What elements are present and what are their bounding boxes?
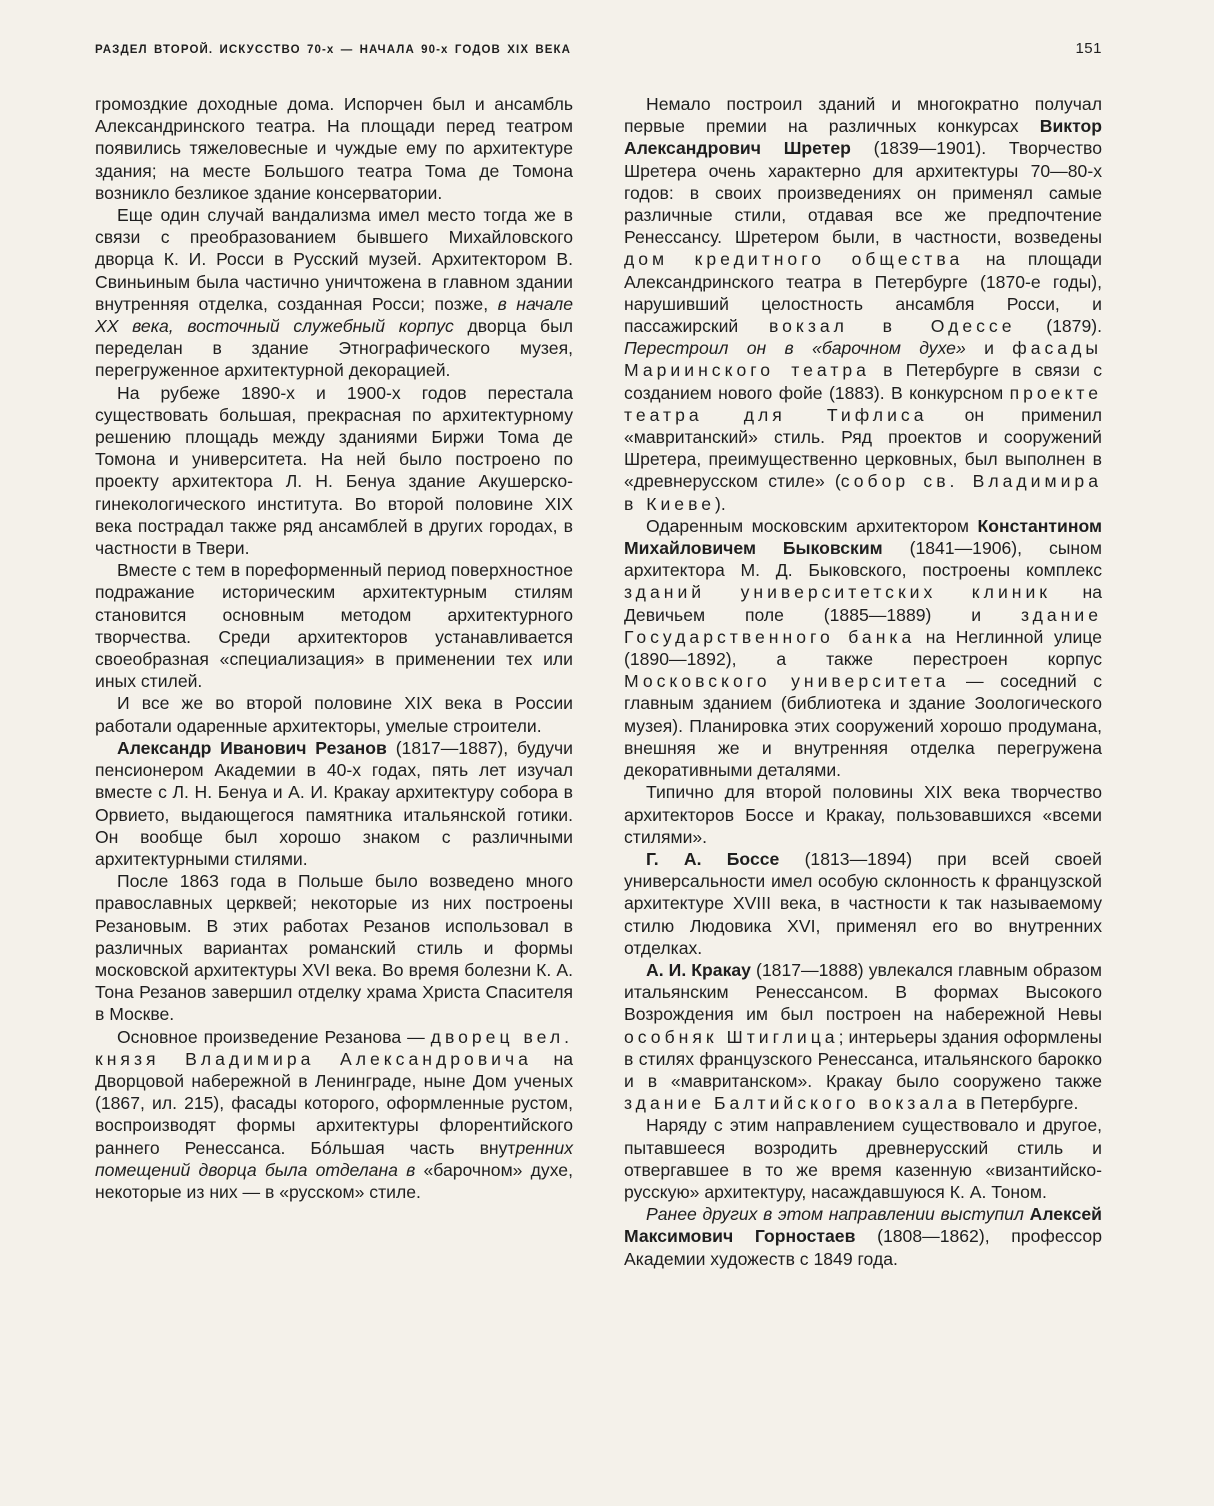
- architect-name: Константином Михайловичем Быковским: [624, 515, 1102, 559]
- architect-name: А. И. Кракау: [646, 959, 751, 980]
- paragraph: Вместе с тем в пореформенный период поверхностное подражание историческим архитектурным стилям становится основным методом архитектурного творчества. Среди архитекторов устанавливается своеобразная «специализация» в применении тех или иных стилей.: [95, 560, 573, 692]
- paragraph: Одаренным московским архитектором Константином Михайловичем Быковским (1841—1906), сыном архитектора М. Д. Быковского, построены комплекс зданий университетских клиник на Девичьем поле (1885—1889) и здание Государственного банка на Неглинной улице (1890—1892), а также перестроен корпус Московского университета — соседний с главным зданием (библиотека и здание Зоологического музея). Планировка этих сооружений хорошо продумана, внешняя же и внутренняя отделка перегружена декоративными деталями.: [624, 515, 1103, 781]
- paragraph: После 1863 года в Польше было возведено много православных церквей; некоторые из них построены Резановым. В этих работах Резанов использовал в различных вариантах романский стиль и формы московской архитектуры XVI века. Во время болезни К. А. Тона Резанов завершил отделку храма Христа Спасителя в Москве.: [95, 871, 573, 1025]
- running-head: РАЗДЕЛ ВТОРОЙ. ИСКУССТВО 70-х — НАЧАЛА 90-х ГОДОВ XIX ВЕКА: [95, 44, 572, 56]
- right-column: [624, 93, 1102, 1270]
- page-number: 151: [1075, 40, 1102, 57]
- paragraph: Еще один случай вандализма имел место тогда же в связи с преобразованием бывшего Михайловского дворца К. И. Росси в Русский музей. Архитектором В. Свиньиным была частично уничтожена в главном здании внутренняя отделка, созданная Росси; позже, в начале XX века, восточный служебный корпус дворца был переделан в здание Этнографического музея, перегруженное архитектурной декорацией.: [95, 205, 573, 381]
- paragraph: Г. А. Боссе (1813—1894) при всей своей универсальности имел особую склонность к французской архитектуре XVIII века, в частности к так называемому стилю Людовика XVI, применял его во внутренних отделках.: [624, 848, 1103, 958]
- paragraph: А. И. Кракау (1817—1888) увлекался главным образом итальянским Ренессансом. В формах Высокого Возрождения им был построен на набережной Невы особняк Штиглица; интерьеры здания оформлены в стилях французского Ренессанса, итальянского барокко и в «мавританском». Кракау было сооружено также здание Балтийского вокзала в Петербурге.: [624, 959, 1102, 1114]
- paragraph: Основное произведение Резанова — дворец вел. князя Владимира Александровича на Дворцовой набережной в Ленинграде, ныне Дом ученых (1867, ил. 215), фасады которого, оформленные рустом, воспроизводят формы архитектуры флорентийского раннего Ренессанса. Бóльшая часть внутренних помещений дворца была отделана в «барочном» духе, некоторые из них — в «русском» стиле.: [95, 1026, 574, 1202]
- page-header: [95, 40, 1102, 57]
- architect-name: Александр Иванович Резанов: [117, 737, 387, 758]
- paragraph: Наряду с этим направлением существовало и другое, пытавшееся возродить древнерусский стиль и отвергавшее в то же время казенную «византийско-русскую» архитектуру, насаждавшуюся К. А. Тоном.: [624, 1115, 1102, 1202]
- paragraph: Александр Иванович Резанов (1817—1887), будучи пенсионером Академии в 40-х годах, пять лет изучал вместе с Л. Н. Бенуа и А. И. Кракау архитектуру собора в Орвието, выдающегося памятника итальянской готики. Он вообще был хорошо знаком с различными архитектурными стилями.: [95, 737, 573, 869]
- paragraph: Типично для второй половины XIX века творчество архитекторов Боссе и Кракау, пользовавшихся «всеми стилями».: [624, 782, 1102, 847]
- architect-name: Виктор Александрович Шретер: [624, 116, 1102, 159]
- architect-name: Алексей Максимович Горностаев: [624, 1204, 1103, 1247]
- paragraph: громоздкие доходные дома. Испорчен был и ансамбль Александринского театра. На площади перед театром появились тяжеловесные и чуждые ему по архитектуре здания; на месте Большого театра Тома де Томона возникло безликое здание консерватории.: [95, 94, 573, 203]
- paragraph: На рубеже 1890-х и 1900-х годов перестала существовать большая, прекрасная по архитектурному решению площадь между зданиями Биржи Тома де Томона и университета. На ней было построено по проекту архитектора Л. Н. Бенуа здание Акушерско-гинекологического института. Во второй половине XIX века пострадал также ряд ансамблей в других городах, в частности в Твери.: [95, 382, 573, 559]
- left-column: [95, 93, 573, 1270]
- text-columns: [95, 93, 1102, 1270]
- paragraph: И все же во второй половине XIX века в России работали одаренные архитекторы, умелые строители.: [95, 693, 573, 736]
- paragraph: Ранее других в этом направлении выступил Алексей Максимович Горностаев (1808—1862), профессор Академии художеств с 1849 года.: [624, 1204, 1103, 1269]
- architect-name: Г. А. Боссе: [646, 848, 780, 869]
- paragraph: Немало построил зданий и многократно получал первые премии на различных конкурсах Виктор Александрович Шретер (1839—1901). Творчество Шретера очень характерно для архитектуры 70—80-х годов: в своих произведениях он применял самые различные стили, отдавая все же предпочтение Ренессансу. Шретером были, в частности, возведены дом кредитного общества на площади Александринского театра в Петербурге (1870-е годы), нарушивший целостность ансамбля Росси, и пассажирский вокзал в Одессе (1879). Перестроил он в «барочном духе» и фасады Мариинского театра в Петербурге в связи с созданием нового фойе (1883). В конкурсном проекте театра для Тифлиса он применил «мавританский» стиль. Ряд проектов и сооружений Шретера, преимущественно церковных, был выполнен в «древнерусском стиле» (собор св. Владимира в Киеве).: [624, 94, 1103, 514]
